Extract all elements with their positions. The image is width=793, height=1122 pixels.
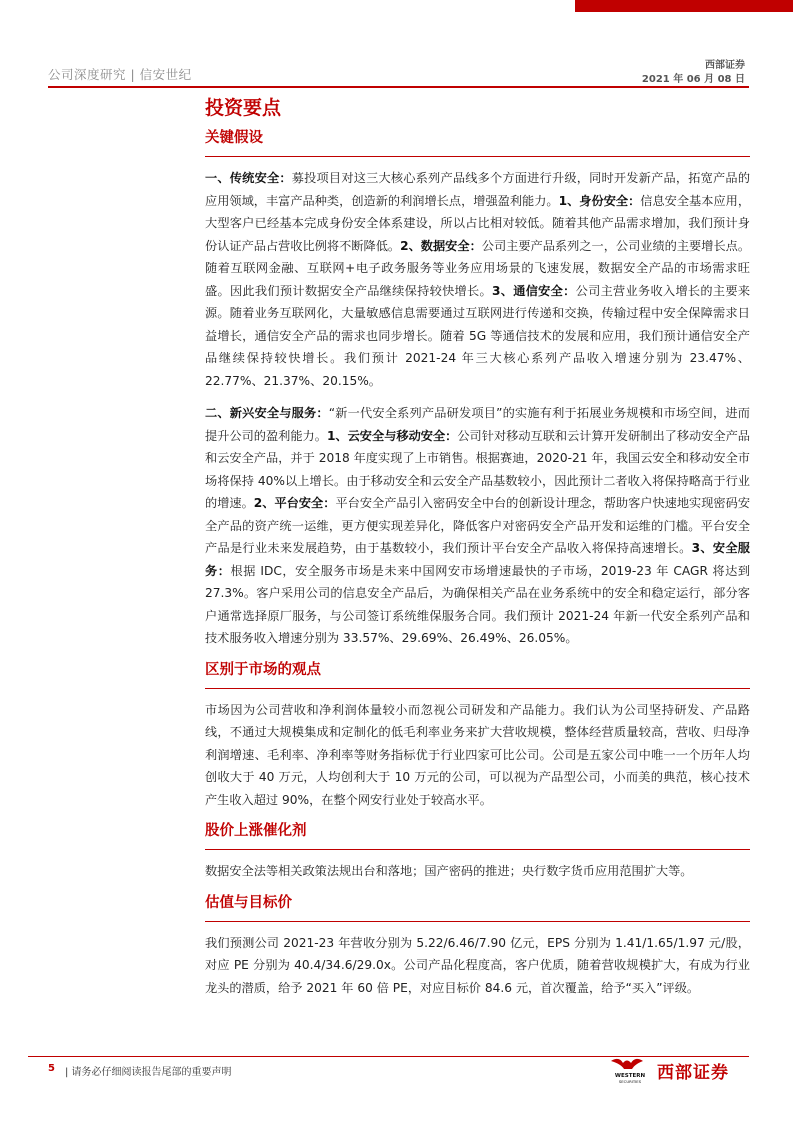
disclaimer-note: | 请务必仔细阅读报告尾部的重要声明 — [65, 1067, 232, 1078]
main-content — [205, 92, 750, 999]
section-title-valuation: 估值与目标价 — [205, 894, 292, 911]
header-company: 西部证券 — [705, 60, 745, 71]
report-date: 2021 年 06 月 08 日 — [641, 74, 745, 85]
western-logo-icon — [605, 1055, 655, 1085]
section-divider — [205, 849, 750, 850]
page-number: 5 — [48, 1063, 55, 1074]
bold-lead: 3、通信安全： — [491, 283, 576, 298]
svg-text:SECURITIES: SECURITIES — [618, 1079, 642, 1084]
bold-lead: 2、数据安全： — [400, 238, 482, 253]
bold-lead: 一、传统安全： — [205, 171, 292, 185]
company-logo — [605, 1055, 750, 1085]
section-title-assumptions: 关键假设 — [205, 130, 263, 146]
section-title-catalysts: 股价上涨催化剂 — [205, 823, 307, 839]
header-corner-bar — [575, 0, 793, 12]
bold-lead: 1、云安全与移动安全： — [326, 428, 458, 443]
section-divider — [205, 921, 750, 922]
bold-lead: 2、平台安全： — [253, 496, 336, 510]
paragraph-emerging-security: 二、新兴安全与服务：“新一代安全系列产品研发项目”的实施有利于拓展业务规模和市场空间，进而提升公司的盈利能力。1、云安全与移动安全：公司针对移动互联和云计算开发研制出了移动安全产品和云安全产品，并于 2018 年度实现了上市销售。根据赛迪，2020-21 年，我国云安全和移动安全市场将保持 40%以上增长。由于移动安全和云安全产品基数较小，因此预计二者收入将保持略高于行业的增速。2、平台安全：平台安全产品引入密码安全中台的创新设计理念，帮助客户快速地实现密码安全产品的资产统一运维，更方便实现差异化，降低客户对密码安全产品开发和运维的门槛。平台安全产品是行业未来发展趋势，由于基数较小，我们预计平台安全产品收入将保持高速增长。3、安全服务：根据 IDC，安全服务市场是未来中国网安市场增速最快的子市场，2019-23 年 CAGR 将达到 27.3%。客户采用公司的信息安全产品后，为确保相关产品在业务系统中的安全和稳定运行，部分客户通常选择原厂服务，与公司签订系统维保服务合同。我们预计 2021-24 年新一代安全系列产品和技术服务收入增速分别为 33.57%、29.69%、26.49%、26.05%。 — [205, 406, 751, 645]
svg-text:WESTERN: WESTERN — [614, 1073, 646, 1079]
paragraph-market-view: 市场因为公司营收和净利润体量较小而忽视公司研发和产品能力。我们认为公司坚持研发、产品路线，不通过大规模集成和定制化的低毛利率业务来扩大营收规模，整体经营质量较高，营收、归母净利润增速、毛利率、净利率等财务指标优于行业四家可比公司。公司是五家公司中唯一一个历年人均创收大于 40 万元，人均创利大于 10 万元的公司，可以视为产品型公司，小而美的典范，核心技术产生收入超过 90%，在整个网安行业处于较高水平。 — [205, 702, 750, 807]
bold-lead: 二、新兴安全与服务： — [205, 406, 329, 420]
section-divider — [205, 156, 750, 157]
paragraph-valuation: 我们预测公司 2021-23 年营收分别为 5.22/6.46/7.90 亿元，EPS 分别为 1.41/1.65/1.97 元/股，对应 PE 分别为 40.4/34.6/29.0x。公司产品化程度高，客户优质，随着营收规模扩大，有成为行业龙头的潜质，给予 2021 年 60 倍 PE，对应目标价 84.6 元，首次覆盖，给予“买入”评级。 — [205, 935, 750, 995]
logo-text: 西部证券 — [657, 1063, 729, 1083]
header-divider — [48, 86, 749, 88]
section-title-market-view: 区别于市场的观点 — [205, 661, 321, 678]
bold-lead: 3、安全服务： — [205, 541, 750, 578]
paragraph-catalysts: 数据安全法等相关政策法规出台和落地；国产密码的推进；央行数字货币应用范围扩大等。 — [205, 864, 693, 878]
page-title: 投资要点 — [205, 97, 282, 119]
bold-lead: 1、身份安全： — [558, 193, 641, 208]
report-category: 公司深度研究 | 信安世纪 — [48, 67, 192, 82]
section-divider — [205, 688, 750, 689]
paragraph-traditional-security: 一、传统安全：募投项目对这三大核心系列产品线多个方面进行升级，同时开发新产品，拓宽产品的应用领域，丰富产品种类，创造新的利润增长点，增强盈利能力。1、身份安全：信息安全基本应用，大型客户已经基本完成身份安全体系建设，所以占比相对较低。随着其他产品需求增加，我们预计身份认证产品占营收比例将不断降低。2、数据安全：公司主要产品系列之一，公司业绩的主要增长点。随着互联网金融、互联网+电子政务服务等业务应用场景的飞速发展，数据安全产品的市场需求旺盛。因此我们预计数据安全产品继续保持较快增长。3、通信安全：公司主营业务收入增长的主要来源。随着业务互联网化，大量敏感信息需要通过互联网进行传递和交换，传输过程中安全保障需求日益增长，通信安全产品的需求也同步增长。随着 5G 等通信技术的发展和应用，我们预计通信安全产品继续保持较快增长。我们预计 2021-24 年三大核心系列产品收入增速分别为 23.47%、22.77%、21.37%、20.15%。 — [205, 171, 751, 388]
